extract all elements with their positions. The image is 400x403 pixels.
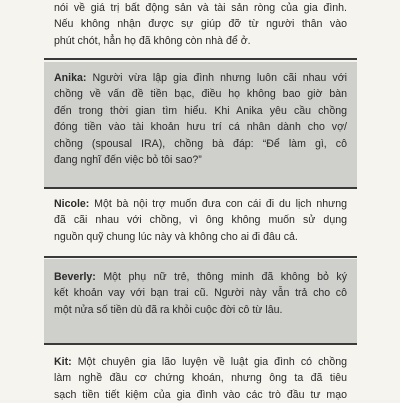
text-line: Người vừa lập gia đình nhưng luôn cãi nhau với [86,72,347,84]
text-line: phút chót, hẳn họ đã không còn nhà để ở. [54,34,251,47]
text-line: nguồn quỹ chung lúc này và không cho ai đi đâu cả. [54,230,298,243]
text-line: Một phụ nữ trẻ, thông minh đã không bỏ ký [95,271,347,283]
divider [44,343,357,345]
text-line: Một chuyên gia lão luyện về luật gia đình có chồng [71,356,347,368]
text-line: nói về giá trị bất động sản và tài sản ròng của gia đình. [54,2,347,14]
entry-name: Beverly: [54,271,96,283]
entry-name: Kit: [54,356,72,368]
entry-beverly [44,259,357,343]
text-line: đóng tiền vào tài khoản hưu trí cá nhân dành cho vợ/ [54,121,347,134]
divider [44,256,357,258]
entry-continuation [44,0,357,58]
entry-kit [44,346,357,400]
text-line: đang nghĩ đến việc bỏ tôi sao?” [54,154,202,167]
entry-anika [44,62,357,187]
entry-nicole [44,190,357,256]
text-line: chồng (spousal IRA), chồng bà đáp: “Để làm gì, cô [54,137,347,150]
text-line: làm nghề đầu cơ chứng khoán, nhưng ông ta đã tiêu [54,372,347,385]
text-line: đã cãi nhau với chồng, vì ông không muốn sử dụng [54,214,347,227]
text-line: Nếu không nhận được sự giúp đỡ từ người thân vào [54,18,347,31]
text-line: chồng về vấn đề tiền bạc, điều họ không bao giờ bàn [54,88,347,101]
divider [44,187,357,189]
text-line: đến trong thời gian tìm hiểu. Khi Anika yêu cầu chồng [54,104,347,117]
text-line: kết khoản vay với bạn trai cũ. Người này vẫn trả cho cô [54,287,347,300]
text-line: Một bà nội trợ muốn đưa con cái đi du lịch nhưng [89,198,347,210]
text-line: sạch tiền tiết kiệm của gia đình vào các trò đầu tư mạo [54,388,347,401]
divider [44,58,357,60]
text-line: một nửa số tiền dù đã ra khỏi cuộc đời cô từ lâu. [54,303,283,316]
entry-name: Anika: [54,72,87,84]
entry-name: Nicole: [54,198,90,210]
